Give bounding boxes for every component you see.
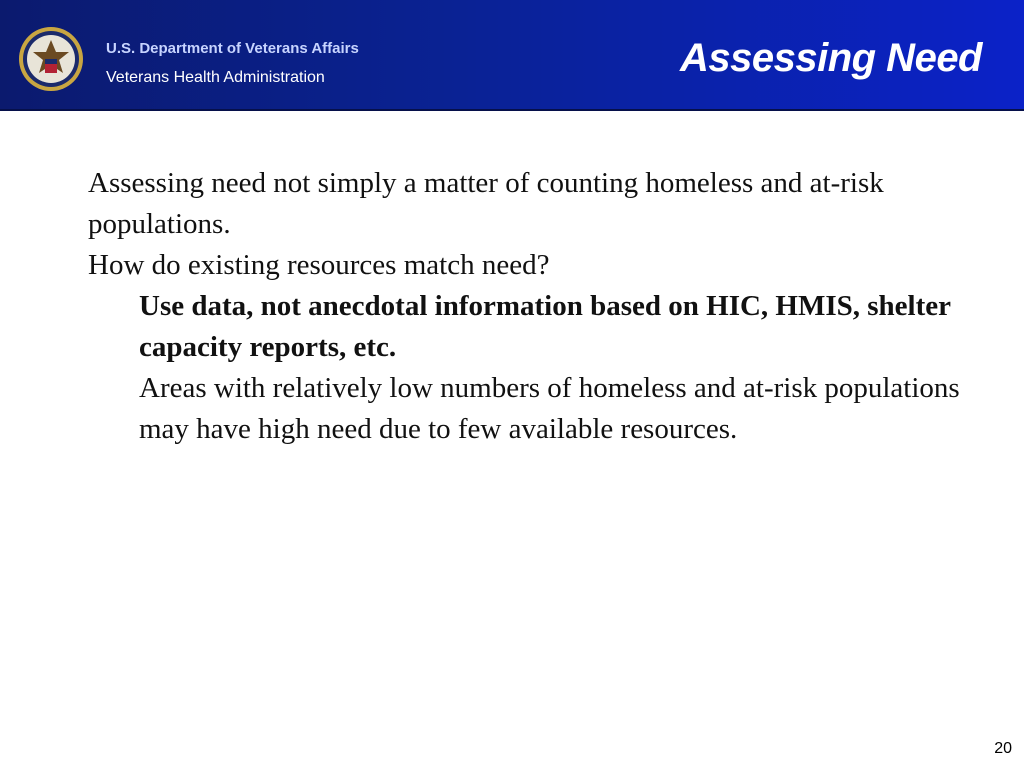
body-paragraph: How do existing resources match need? [88,249,550,281]
org-name: U.S. Department of Veterans Affairs [106,40,359,57]
page-number: 20 [994,740,1012,757]
va-seal-icon [18,26,84,92]
sub-point: Areas with relatively low numbers of homeless and at-risk populations may have high need due to few available resources. [139,372,960,445]
sub-point: Use data, not anecdotal information based on HIC, HMIS, shelter capacity reports, etc. [139,290,951,363]
slide-body [88,163,968,450]
body-paragraph: Assessing need not simply a matter of counting homeless and at-risk populations. [88,167,884,240]
org-subname: Veterans Health Administration [106,69,325,86]
slide-title: Assessing Need [679,36,982,80]
slide-header [0,0,1024,111]
